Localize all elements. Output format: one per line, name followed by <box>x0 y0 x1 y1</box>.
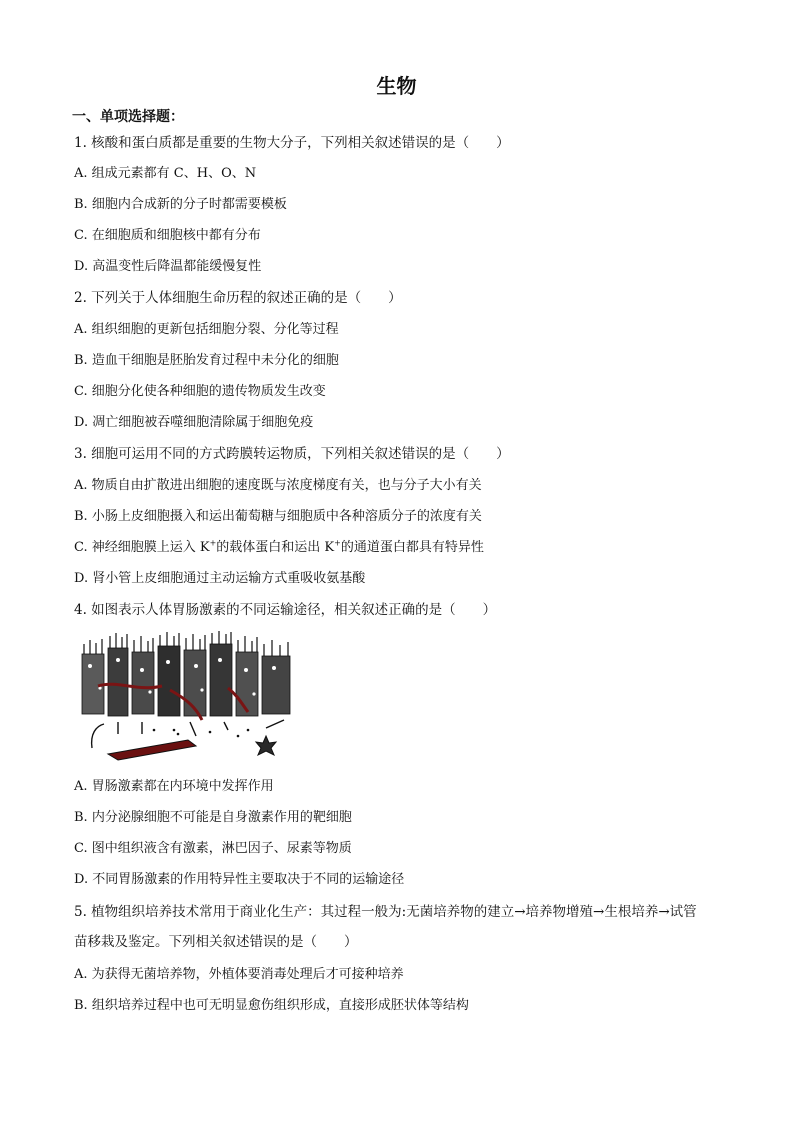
question-3-option-a: A. 物质自由扩散进出细胞的速度既与浓度梯度有关，也与分子大小有关 <box>74 478 482 493</box>
section-heading: 一、单项选择题： <box>72 109 184 125</box>
question-2-option-d: D. 凋亡细胞被吞噬细胞清除属于细胞免疫 <box>74 415 314 430</box>
question-5-option-a: A. 为获得无菌培养物，外植体要消毒处理后才可接种培养 <box>74 967 404 982</box>
page-title: 生物 <box>376 74 417 98</box>
question-1-option-d: D. 高温变性后降温都能缓慢复性 <box>74 259 262 274</box>
question-4-option-c: C. 图中组织液含有激素，淋巴因子、尿素等物质 <box>74 841 352 856</box>
potassium-charge-2: + <box>334 538 341 548</box>
potassium-charge-1: + <box>209 538 217 548</box>
question-5-option-b: B. 组织培养过程中也可无明显愈伤组织形成，直接形成胚状体等结构 <box>74 998 469 1013</box>
question-4-option-a: A. 胃肠激素都在内环境中发挥作用 <box>74 779 274 794</box>
question-1-option-b: B. 细胞内合成新的分子时都需要模板 <box>74 197 287 212</box>
question-5-stem-line-1: 5. 植物组织培养技术常用于商业化生产：其过程一般为:无菌培养物的建立→培养物增殖→生根培养→试管 <box>74 904 697 920</box>
question-3-stem: 3. 细胞可运用不同的方式跨膜转运物质，下列相关叙述错误的是（ ） <box>74 446 510 462</box>
question-4-option-b: B. 内分泌腺细胞不可能是自身激素作用的靶细胞 <box>74 810 352 825</box>
question-3-option-c <box>74 539 484 557</box>
option-c-text-3: 的通道蛋白都具有特异性 <box>340 540 484 555</box>
question-2-option-c: C. 细胞分化使各种细胞的遗传物质发生改变 <box>74 384 326 399</box>
question-3-option-b: B. 小肠上皮细胞摄入和运出葡萄糖与细胞质中各种溶质分子的浓度有关 <box>74 509 482 524</box>
option-c-text-1: C. 神经细胞膜上运入 K <box>74 540 210 555</box>
question-2-option-a: A. 组织细胞的更新包括细胞分裂、分化等过程 <box>74 322 339 337</box>
question-4-stem: 4. 如图表示人体胃肠激素的不同运输途径，相关叙述正确的是（ ） <box>74 602 497 618</box>
question-5-stem-line-2: 苗移栽及鉴定。下列相关叙述错误的是（ ） <box>74 934 358 950</box>
question-1-stem: 1. 核酸和蛋白质都是重要的生物大分子，下列相关叙述错误的是（ ） <box>74 135 510 151</box>
question-2-option-b: B. 造血干细胞是胚胎发育过程中未分化的细胞 <box>74 353 339 368</box>
question-1-option-a: A. 组成元素都有 C、H、O、N <box>74 166 257 181</box>
question-2-stem: 2. 下列关于人体细胞生命历程的叙述正确的是（ ） <box>74 290 402 306</box>
gastrointestinal-hormone-figure <box>78 630 296 762</box>
question-1-option-c: C. 在细胞质和细胞核中都有分布 <box>74 228 261 243</box>
question-3-option-d: D. 肾小管上皮细胞通过主动运输方式重吸收氨基酸 <box>74 571 366 586</box>
question-4-option-d: D. 不同胃肠激素的作用特异性主要取决于不同的运输途径 <box>74 872 405 887</box>
option-c-text-2: 的载体蛋白和运出 K <box>216 540 335 555</box>
